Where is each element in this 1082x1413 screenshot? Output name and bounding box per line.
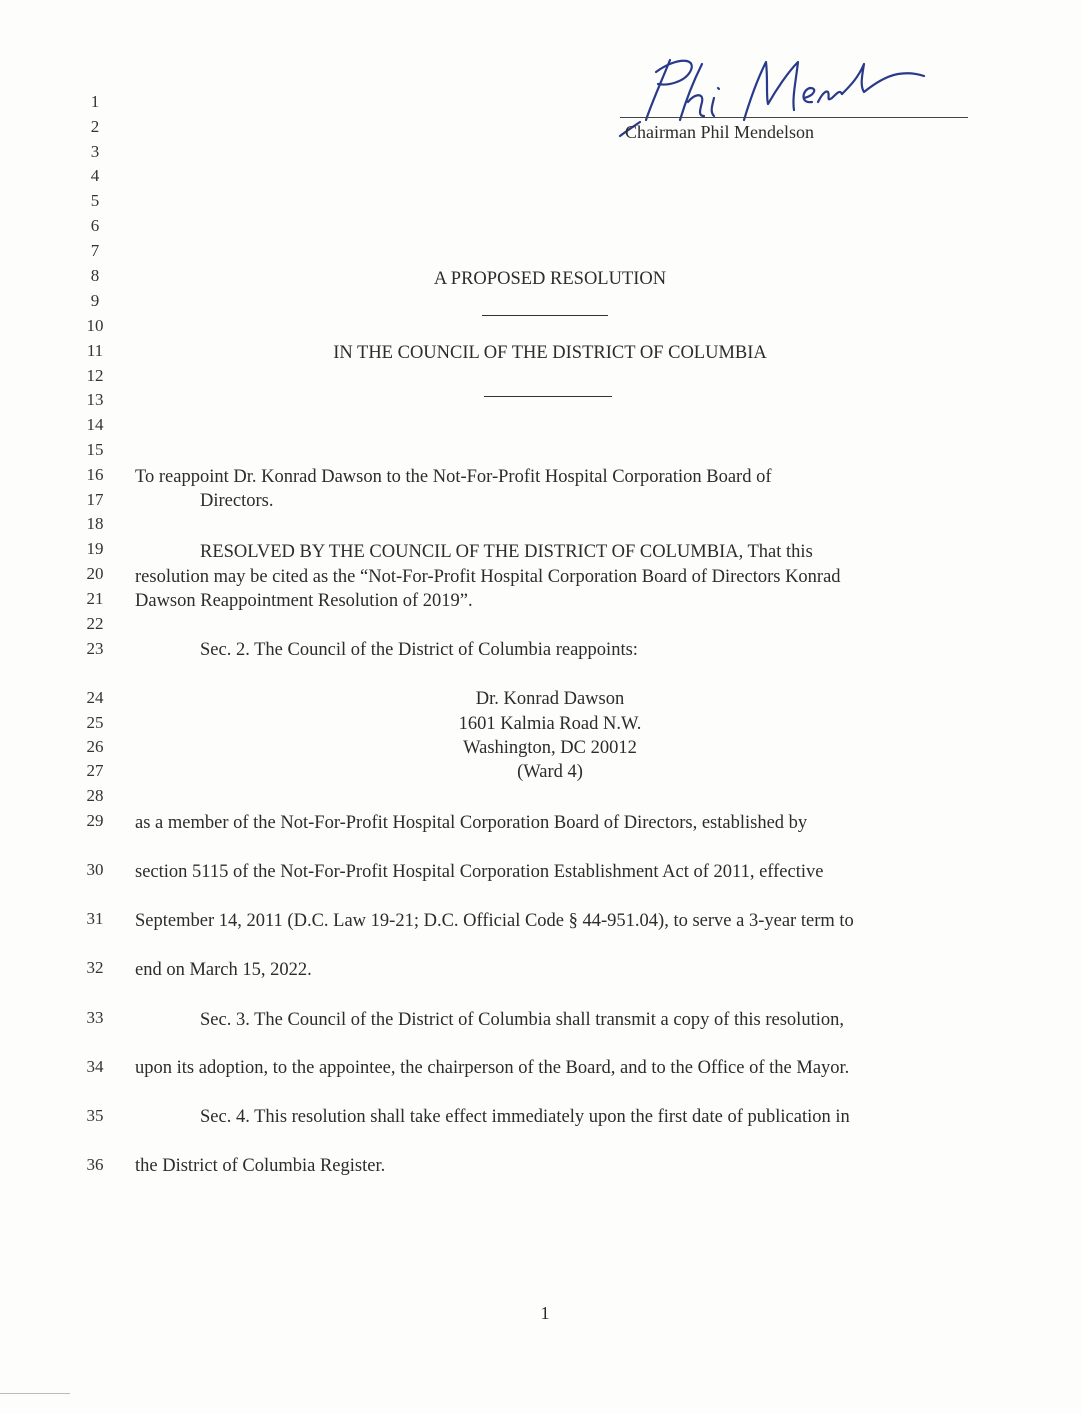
title-rule	[482, 315, 608, 316]
sec3-line-1: Sec. 3. The Council of the District of Columbia shall transmit a copy of this resolution,	[200, 1010, 844, 1030]
line-number: 13	[86, 390, 104, 409]
appointee-ward: (Ward 4)	[517, 762, 583, 782]
sec3-line-2: upon its adoption, to the appointee, the chairperson of the Board, and to the Office of the Mayor.	[135, 1058, 850, 1078]
sec4-line-2: the District of Columbia Register.	[135, 1156, 386, 1176]
line-number: 21	[86, 589, 104, 608]
line-number: 14	[86, 415, 104, 434]
line-number: 10	[86, 316, 104, 335]
line-number: 22	[86, 614, 104, 633]
line-number: 8	[90, 266, 100, 285]
sec2-body-4: end on March 15, 2022.	[135, 960, 312, 980]
line-number: 31	[86, 909, 104, 928]
line-number: 34	[86, 1057, 104, 1076]
line-number: 25	[86, 713, 104, 732]
line-number: 11	[86, 341, 104, 360]
scan-edge-mark	[0, 1393, 70, 1394]
resolved-line-2: resolution may be cited as the “Not-For-Profit Hospital Corporation Board of Directors Konrad	[135, 567, 841, 587]
line-number: 19	[86, 539, 104, 558]
line-number: 32	[86, 958, 104, 977]
line-number: 2	[90, 117, 100, 136]
line-number: 18	[86, 514, 104, 533]
resolved-line-1: RESOLVED BY THE COUNCIL OF THE DISTRICT OF COLUMBIA, That this	[200, 542, 813, 562]
line-number: 5	[90, 191, 100, 210]
signature-caption: Chairman Phil Mendelson	[625, 122, 814, 142]
line-number: 30	[86, 860, 104, 879]
resolution-title: A PROPOSED RESOLUTION	[433, 269, 667, 289]
appointee-name: Dr. Konrad Dawson	[475, 689, 625, 709]
line-number: 29	[86, 811, 104, 830]
line-number: 7	[90, 241, 100, 260]
line-number: 35	[86, 1106, 104, 1125]
sec2-body-2: section 5115 of the Not-For-Profit Hospital Corporation Establishment Act of 2011, effective	[135, 862, 824, 882]
signature-line	[620, 117, 968, 118]
line-number: 6	[90, 216, 100, 235]
line-number: 9	[90, 291, 100, 310]
line-number: 33	[86, 1008, 104, 1027]
line-number: 26	[86, 737, 104, 756]
line-number: 20	[86, 564, 104, 583]
line-number: 28	[86, 786, 104, 805]
sec2-body-3: September 14, 2011 (D.C. Law 19-21; D.C. Official Code § 44-951.04), to serve a 3-year term to	[135, 911, 854, 931]
purpose-line-2: Directors.	[200, 491, 274, 511]
line-number: 36	[86, 1155, 104, 1174]
line-number: 12	[86, 366, 104, 385]
appointee-address-1: 1601 Kalmia Road N.W.	[458, 714, 642, 734]
sec2-intro: Sec. 2. The Council of the District of Columbia reappoints:	[200, 640, 638, 660]
council-rule	[484, 396, 612, 397]
line-number: 23	[86, 639, 104, 658]
line-number: 27	[86, 761, 104, 780]
line-number: 3	[90, 142, 100, 161]
line-number: 17	[86, 490, 104, 509]
line-number: 1	[90, 92, 100, 111]
sec2-body-1: as a member of the Not-For-Profit Hospital Corporation Board of Directors, established by	[135, 813, 808, 833]
line-number: 4	[90, 166, 100, 185]
sec4-line-1: Sec. 4. This resolution shall take effect immediately upon the first date of publication in	[200, 1107, 850, 1127]
line-number: 16	[86, 465, 104, 484]
page-number: 1	[540, 1303, 550, 1323]
line-number: 15	[86, 440, 104, 459]
appointee-address-2: Washington, DC 20012	[463, 738, 637, 758]
line-number: 24	[86, 688, 104, 707]
resolved-line-3: Dawson Reappointment Resolution of 2019”.	[135, 591, 473, 611]
council-heading: IN THE COUNCIL OF THE DISTRICT OF COLUMBIA	[333, 343, 767, 363]
purpose-line-1: To reappoint Dr. Konrad Dawson to the Not-For-Profit Hospital Corporation Board of	[135, 467, 772, 487]
